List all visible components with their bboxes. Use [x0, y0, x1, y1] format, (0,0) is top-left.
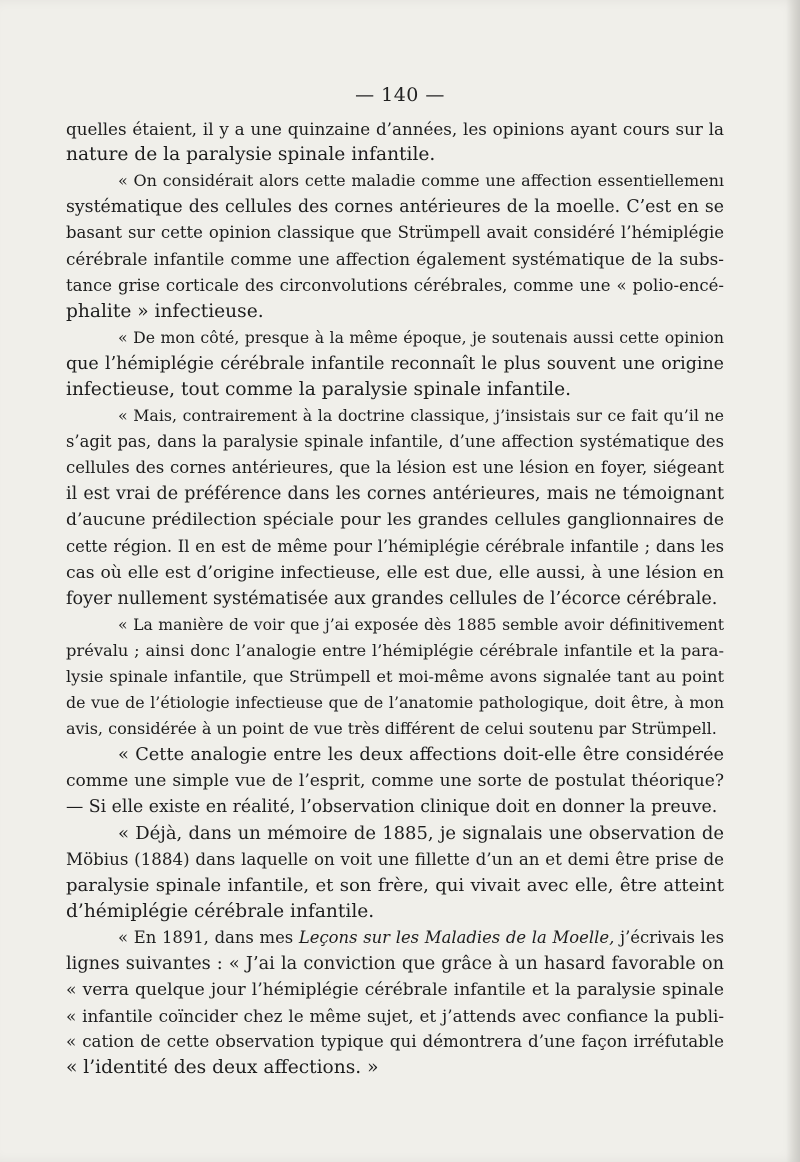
text-line: cellules des cornes antérieures, que la lésion est une lésion en foyer, siégeant — [66, 458, 724, 478]
text-line: « De mon côté, presque à la même époque, je soutenais aussi cette opinion — [118, 327, 724, 347]
text-line: infectieuse, tout comme la paralysie spinale infantile. — [66, 378, 572, 400]
text-line: — Si elle existe en réalité, l’observation clinique doit en donner la preuve. — [66, 797, 718, 818]
text-line: d’hémiplégie cérébrale infantile. — [66, 900, 375, 922]
text-line: cérébrale infantile comme une affection également systématique de la subs- — [66, 249, 724, 270]
text-line: « On considérait alors cette maladie comme une affection essentiellemenı — [118, 171, 724, 191]
text-line: d’aucune prédilection spéciale pour les grandes cellules ganglionnaires de — [66, 510, 724, 531]
book-title: Leçons sur les Maladies de la Moelle, — [298, 927, 615, 947]
text-line: « cation de cette observation typique qui démontrera d’une façon irréfutable — [66, 1032, 724, 1052]
text-line: s’agit pas, dans la paralysie spinale infantile, d’une affection systématique des — [66, 432, 724, 452]
text-line: systématique des cellules des cornes antérieures de la moelle. C’est en se — [66, 197, 724, 218]
text-segment: j’écrivais les — [614, 927, 724, 947]
text-segment: « En 1891, dans mes — [118, 927, 299, 947]
page-edge-shadow — [786, 0, 800, 1162]
text-line: lignes suivantes : « J’ai la conviction que grâce à un hasard favorable on — [66, 954, 724, 974]
text-line: « verra quelque jour l’hémiplégie cérébrale infantile et la paralysie spinale — [66, 980, 724, 1001]
text-line: « infantile coïncider chez le même sujet, et j’attends avec confiance la publi- — [66, 1006, 724, 1027]
page-number-header: — 140 — — [355, 84, 445, 106]
text-line: que l’hémiplégie cérébrale infantile reconnaît le plus souvent une origine — [66, 353, 724, 374]
text-line: foyer nullement systématisée aux grandes cellules de l’écorce cérébrale. — [66, 588, 718, 609]
text-line: phalite » infectieuse. — [66, 300, 264, 322]
text-line: cette région. Il en est de même pour l’hémiplégie cérébrale infantile ; dans les — [66, 536, 724, 556]
text-line: tance grise corticale des circonvolutions cérébrales, comme une « polio-encé- — [66, 275, 724, 295]
text-line: avis, considérée à un point de vue très différent de celui soutenu par Strümpell. — [66, 719, 717, 739]
text-line: nature de la paralysie spinale infantile. — [66, 144, 436, 166]
text-line: paralysie spinale infantile, et son frère, qui vivait avec elle, être atteint — [66, 874, 724, 896]
text-line: Möbius (1884) dans laquelle on voit une fillette d’un an et demi être prise de — [66, 849, 724, 869]
text-line: comme une simple vue de l’esprit, comme une sorte de postulat théorique? — [66, 771, 724, 792]
text-line: « La manière de voir que j’ai exposée dès 1885 semble avoir définitivement — [118, 614, 724, 634]
text-line: lysie spinale infantile, que Strümpell et moi-même avons signalée tant au point — [66, 666, 724, 686]
text-line: cas où elle est d’origine infectieuse, elle est due, elle aussi, à une lésion en — [66, 562, 724, 583]
text-line: « Déjà, dans un mémoire de 1885, je signalais une observation de — [118, 822, 724, 844]
text-line: basant sur cette opinion classique que Strümpell avait considéré l’hémiplégie — [66, 223, 724, 243]
text-line-with-title — [66, 925, 724, 951]
text-line: « Mais, contrairement à la doctrine classique, j’insistais sur ce fait qu’il ne — [118, 406, 724, 426]
text-line: quelles étaient, il y a une quinzaine d’années, les opinions ayant cours sur la — [66, 119, 724, 139]
text-line: « Cette analogie entre les deux affections doit-elle être considérée — [118, 745, 724, 766]
text-line: « l’identité des deux affections. » — [66, 1057, 379, 1079]
text-line: prévalu ; ainsi donc l’analogie entre l’hémiplégie cérébrale infantile et la para- — [66, 640, 724, 660]
body-text — [66, 116, 724, 1081]
text-line: de vue de l’étiologie infectieuse que de l’anatomie pathologique, doit être, à mon — [66, 693, 724, 713]
text-line: il est vrai de préférence dans les cornes antérieures, mais ne témoignant — [66, 484, 724, 505]
